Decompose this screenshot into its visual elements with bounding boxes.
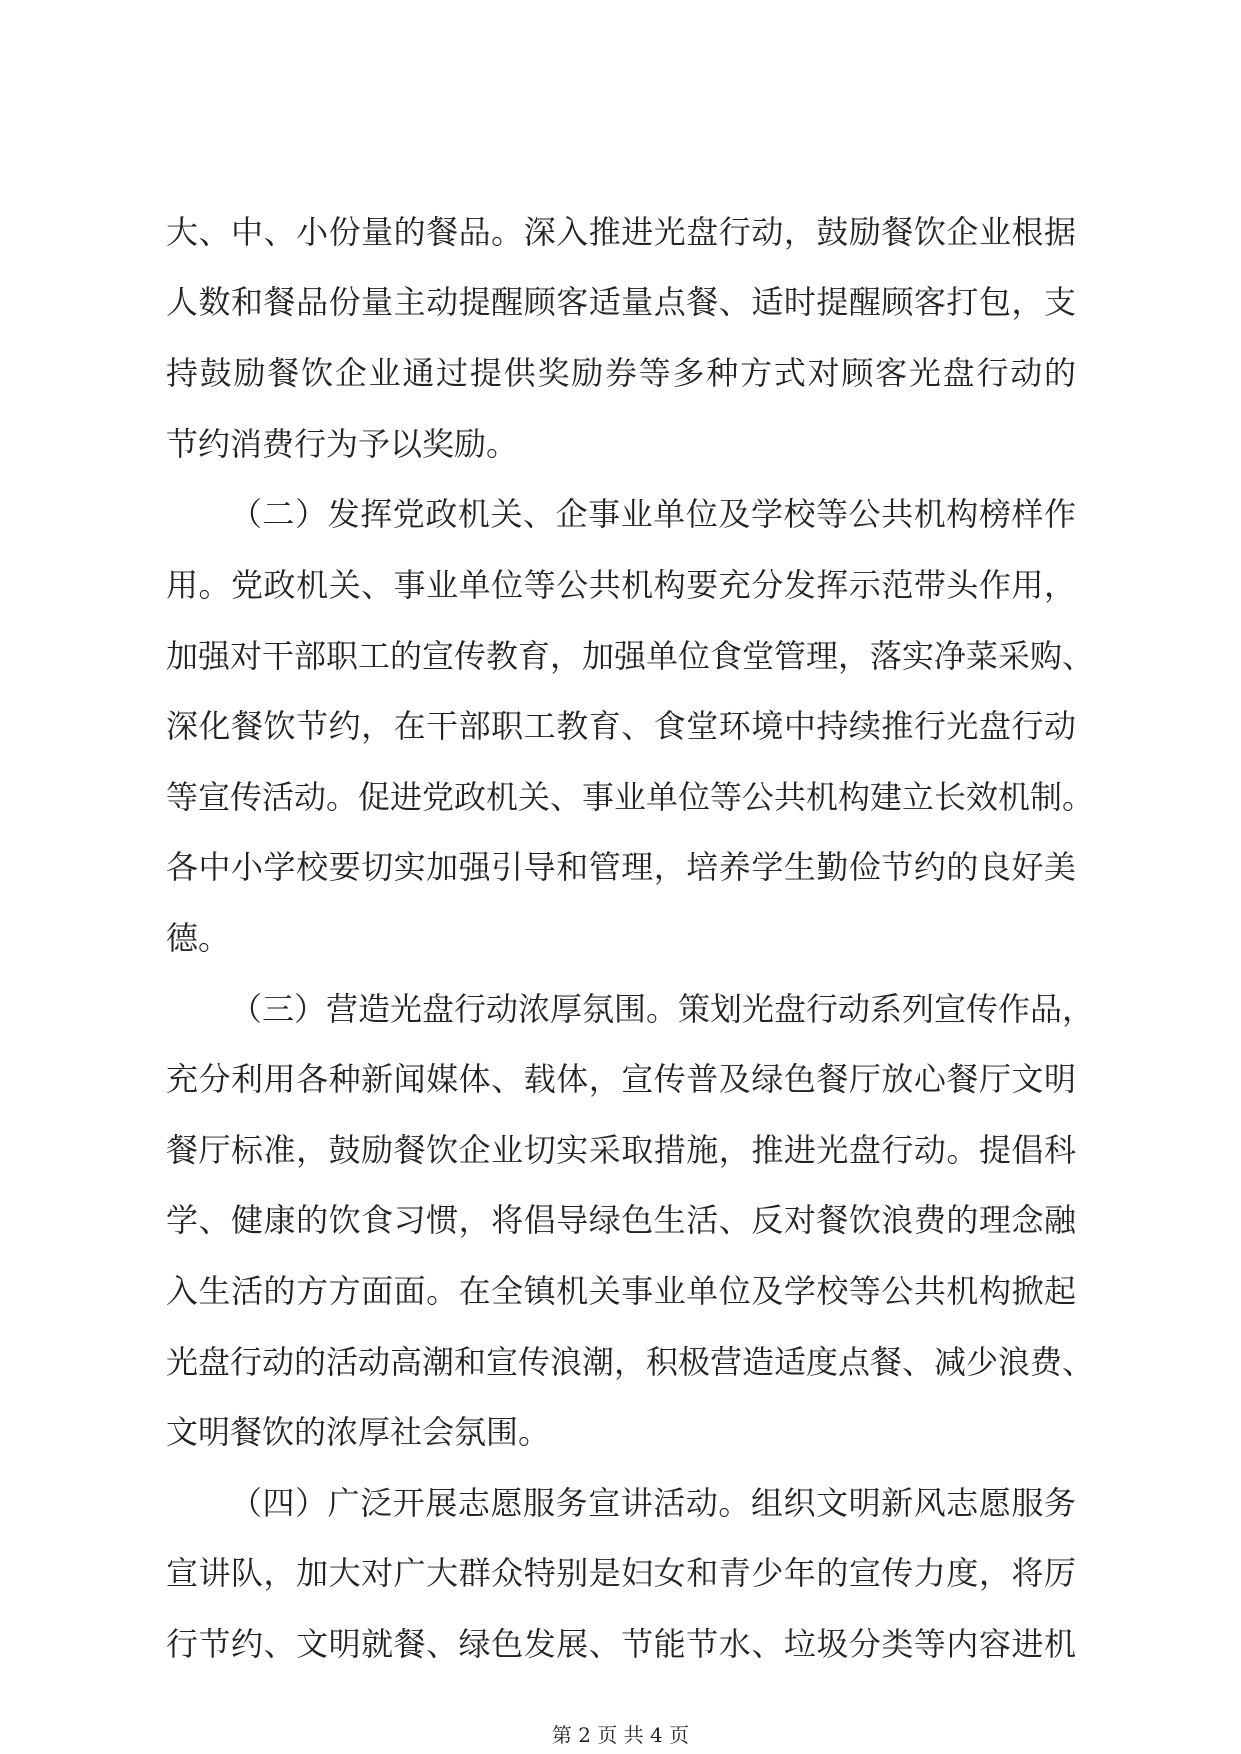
p2-line-1: （二）发挥党政机关、企事业单位及学校等公共机构榜样作 bbox=[230, 495, 1076, 533]
p2-line-3: 加强对干部职工的宣传教育，加强单位食堂管理，落实净菜采购、 bbox=[166, 637, 1095, 675]
p1-line-2: 人数和餐品份量主动提醒顾客适量点餐、适时提醒顾客打包，支 bbox=[166, 283, 1076, 321]
p4-line-2: 宣讲队，加大对广大群众特别是妇女和青少年的宣传力度，将厉 bbox=[166, 1554, 1076, 1592]
p3-line-4: 学、健康的饮食习惯，将倡导绿色生活、反对餐饮浪费的理念融 bbox=[166, 1201, 1076, 1239]
p3-line-6: 光盘行动的活动高潮和宣传浪潮，积极营造适度点餐、减少浪费、 bbox=[166, 1343, 1095, 1381]
p2-line-5: 等宣传活动。促进党政机关、事业单位等公共机构建立长效机制。 bbox=[166, 778, 1095, 816]
p1-line-1: 大、中、小份量的餐品。深入推进光盘行动，鼓励餐饮企业根据 bbox=[166, 213, 1076, 251]
p4-line-1: （四）广泛开展志愿服务宣讲活动。组织文明新风志愿服务 bbox=[230, 1484, 1076, 1522]
p1-line-3: 持鼓励餐饮企业通过提供奖励券等多种方式对顾客光盘行动的 bbox=[166, 354, 1076, 392]
p2-line-6: 各中小学校要切实加强引导和管理，培养学生勤俭节约的良好美 bbox=[166, 848, 1076, 886]
p4-line-3: 行节约、文明就餐、绿色发展、节能节水、垃圾分类等内容进机 bbox=[166, 1625, 1076, 1663]
p2-line-7: 德。 bbox=[166, 919, 231, 957]
p2-line-4: 深化餐饮节约，在干部职工教育、食堂环境中持续推行光盘行动 bbox=[166, 707, 1076, 745]
p3-line-3: 餐厅标准，鼓励餐饮企业切实采取措施，推进光盘行动。提倡科 bbox=[166, 1131, 1076, 1169]
p2-line-2: 用。党政机关、事业单位等公共机构要充分发挥示范带头作用， bbox=[166, 566, 1076, 604]
page-number-footer: 第 2 页 共 4 页 bbox=[551, 1723, 690, 1747]
p3-line-7: 文明餐饮的浓厚社会氛围。 bbox=[166, 1413, 551, 1451]
p3-line-2: 充分利用各种新闻媒体、载体，宣传普及绿色餐厅放心餐厅文明 bbox=[166, 1060, 1076, 1098]
p3-line-5: 入生活的方方面面。在全镇机关事业单位及学校等公共机构掀起 bbox=[166, 1272, 1076, 1310]
p1-line-4: 节约消费行为予以奖励。 bbox=[166, 425, 519, 463]
p3-line-1: （三）营造光盘行动浓厚氛围。策划光盘行动系列宣传作品， bbox=[230, 990, 1095, 1028]
